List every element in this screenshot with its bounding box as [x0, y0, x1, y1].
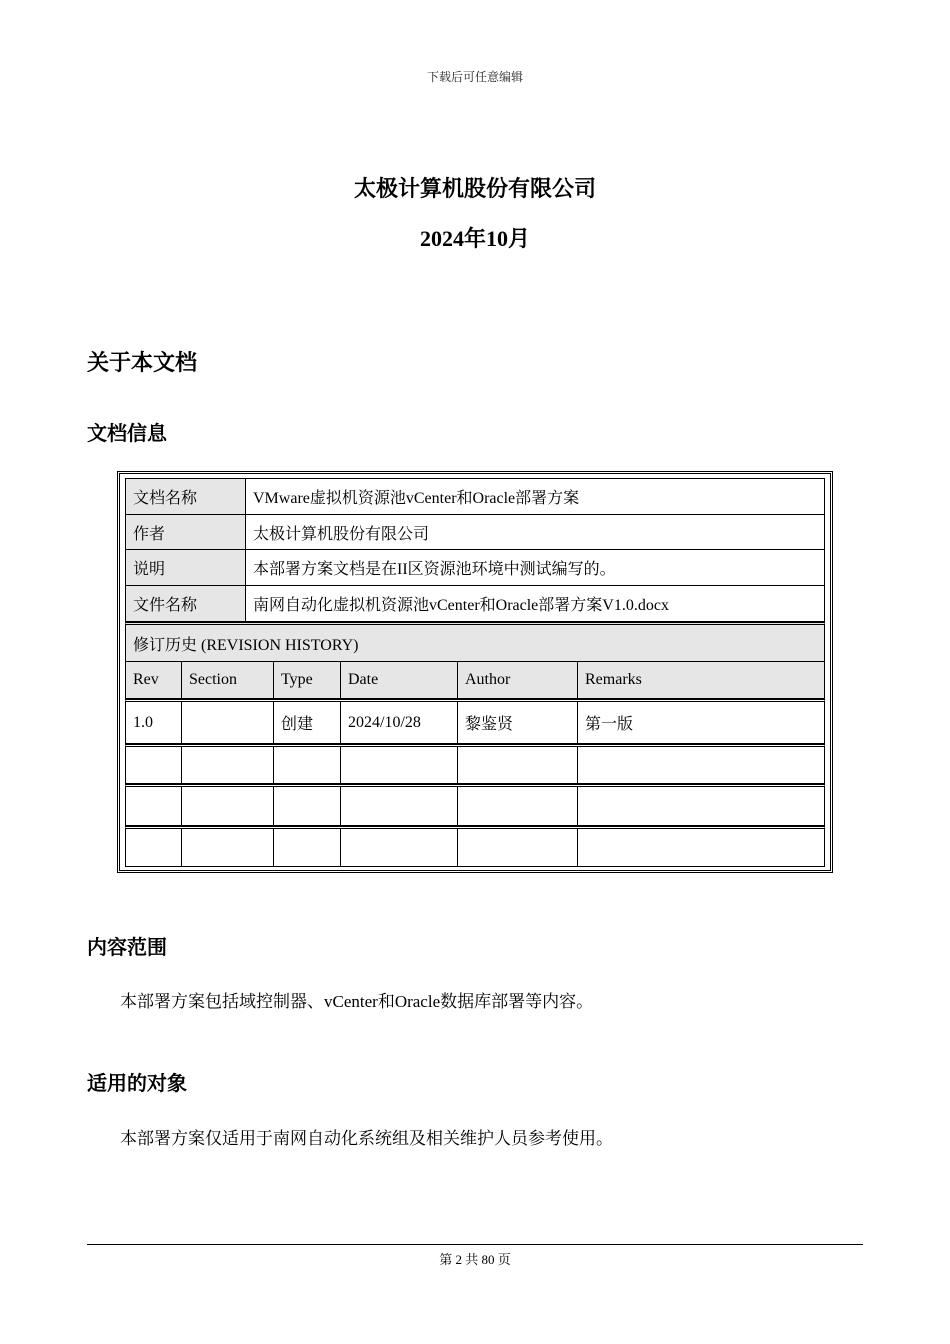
section-heading-about: 关于本文档: [87, 351, 198, 376]
info-row: [125, 515, 825, 550]
table-cell: 2024/10/28: [348, 713, 421, 731]
company-title: 太极计算机股份有限公司: [353, 177, 596, 202]
column-header: Type: [281, 671, 313, 688]
column-header: Rev: [133, 671, 159, 688]
footer-divider: [87, 1244, 863, 1245]
audience-paragraph: 本部署方案仅适用于南网自动化系统组及相关维护人员参考使用。: [120, 1129, 613, 1148]
info-label: 文档名称: [126, 479, 245, 514]
column-header: Date: [348, 671, 379, 688]
table-cell: [182, 702, 273, 743]
info-value: VMware虚拟机资源池vCenter和Oracle部署方案: [253, 490, 580, 507]
revision-header-row: [125, 662, 825, 699]
revision-history-title-row: [125, 622, 825, 662]
column-header: Section: [189, 671, 237, 688]
section-heading-scope: 内容范围: [87, 935, 167, 959]
scope-paragraph: 本部署方案包括域控制器、vCenter和Oracle数据库部署等内容。: [120, 992, 594, 1011]
table-row: [125, 699, 825, 744]
revision-history-title: 修订历史 (REVISION HISTORY): [133, 636, 359, 654]
document-date: 2024年10月: [419, 226, 530, 251]
document-info-table: [117, 471, 833, 873]
table-row: [125, 826, 825, 867]
table-cell: 黎鉴贤: [465, 716, 514, 733]
info-row: [125, 550, 825, 586]
table-cell: 创建: [281, 716, 314, 733]
header-note: 下载后可任意编辑: [426, 70, 523, 84]
column-header: Author: [465, 671, 511, 688]
info-value: 本部署方案文档是在II区资源池环境中测试编写的。: [253, 561, 616, 578]
info-label: 文件名称: [126, 586, 245, 621]
info-label: 作者: [126, 515, 245, 549]
column-header: Remarks: [585, 671, 642, 688]
info-value: 南网自动化虚拟机资源池vCenter和Oracle部署方案V1.0.docx: [253, 597, 669, 614]
table-cell: 1.0: [133, 713, 153, 731]
table-row: [125, 744, 825, 784]
info-value: 太极计算机股份有限公司: [253, 525, 430, 543]
page-number: 第 2 共 80 页: [439, 1252, 511, 1267]
info-row: [125, 478, 825, 515]
table-cell: 第一版: [585, 716, 634, 733]
section-heading-doc-info: 文档信息: [87, 421, 167, 445]
section-heading-audience: 适用的对象: [87, 1071, 187, 1095]
info-row: [125, 586, 825, 622]
info-label: 说明: [126, 550, 245, 585]
table-row: [125, 784, 825, 826]
